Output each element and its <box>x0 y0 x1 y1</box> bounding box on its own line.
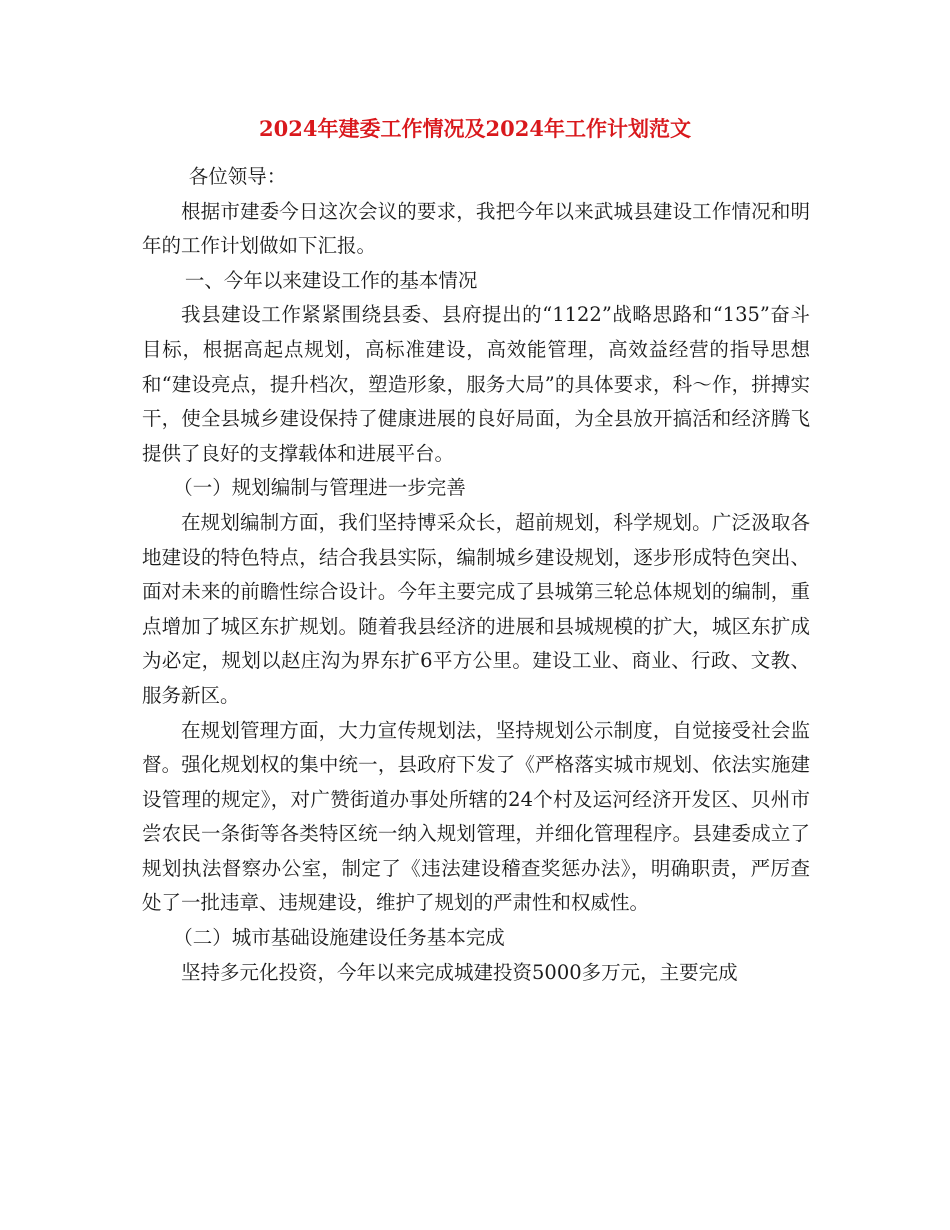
intro-paragraph: 根据市建委今日这次会议的要求，我把今年以来武城县建设工作情况和明年的工作计划做如下汇报。 <box>142 199 810 258</box>
subsection-heading: （一）规划编制与管理进一步完善 <box>173 476 466 500</box>
section-heading: 一、今年以来建设工作的基本情况 <box>184 268 478 292</box>
document-title: 2024年建委工作情况及2024年工作计划范文 <box>259 116 691 141</box>
body-paragraph: 我县建设工作紧紧围绕县委、县府提出的“1122”战略思路和“135”奋斗目标，根据高起点规划，高标准建设，高效能管理，高效益经营的指导思想和“建设亮点，提升档次，塑造形象，服务大局”的具体要求，科～作，拼搏实干，使全县城乡建设保持了健康进展的良好局面，为全县放开搞活和经济腾飞提供了良好的支撑载体和进展平台。 <box>142 303 810 465</box>
body-paragraph: 在规划编制方面，我们坚持博采众长，超前规划，科学规划。广泛汲取各地建设的特色特点，结合我县实际，编制城乡建设规划，逐步形成特色突出、面对未来的前瞻性综合设计。今年主要完成了县城第三轮总体规划的编制，重点增加了城区东扩规划。随着我县经济的进展和县城规模的扩大，城区东扩成为必定，规划以赵庄沟为界东扩6平方公里。建设工业、商业、行政、文教、服务新区。 <box>142 510 810 707</box>
salutation-paragraph: 各位领导： <box>188 165 287 188</box>
subsection-heading: （二）城市基础设施建设任务基本完成 <box>173 926 505 950</box>
body-paragraph: 坚持多元化投资，今年以来完成城建投资5000多万元，主要完成 <box>181 960 738 984</box>
document-body <box>142 160 810 990</box>
body-paragraph: 在规划管理方面，大力宣传规划法，坚持规划公示制度，自觉接受社会监督。强化规划权的集中统一，县政府下发了《严格落实城市规划、依法实施建设管理的规定》，对广赞街道办事处所辖的24个村及运河经济开发区、贝州市尝农民一条街等各类特区统一纳入规划管理，并细化管理程序。县建委成立了规划执法督察办公室，制定了《违法建设稽查奖惩办法》，明确职责，严厉查处了一批违章、违规建设，维护了规划的严肃性和权威性。 <box>142 718 810 915</box>
